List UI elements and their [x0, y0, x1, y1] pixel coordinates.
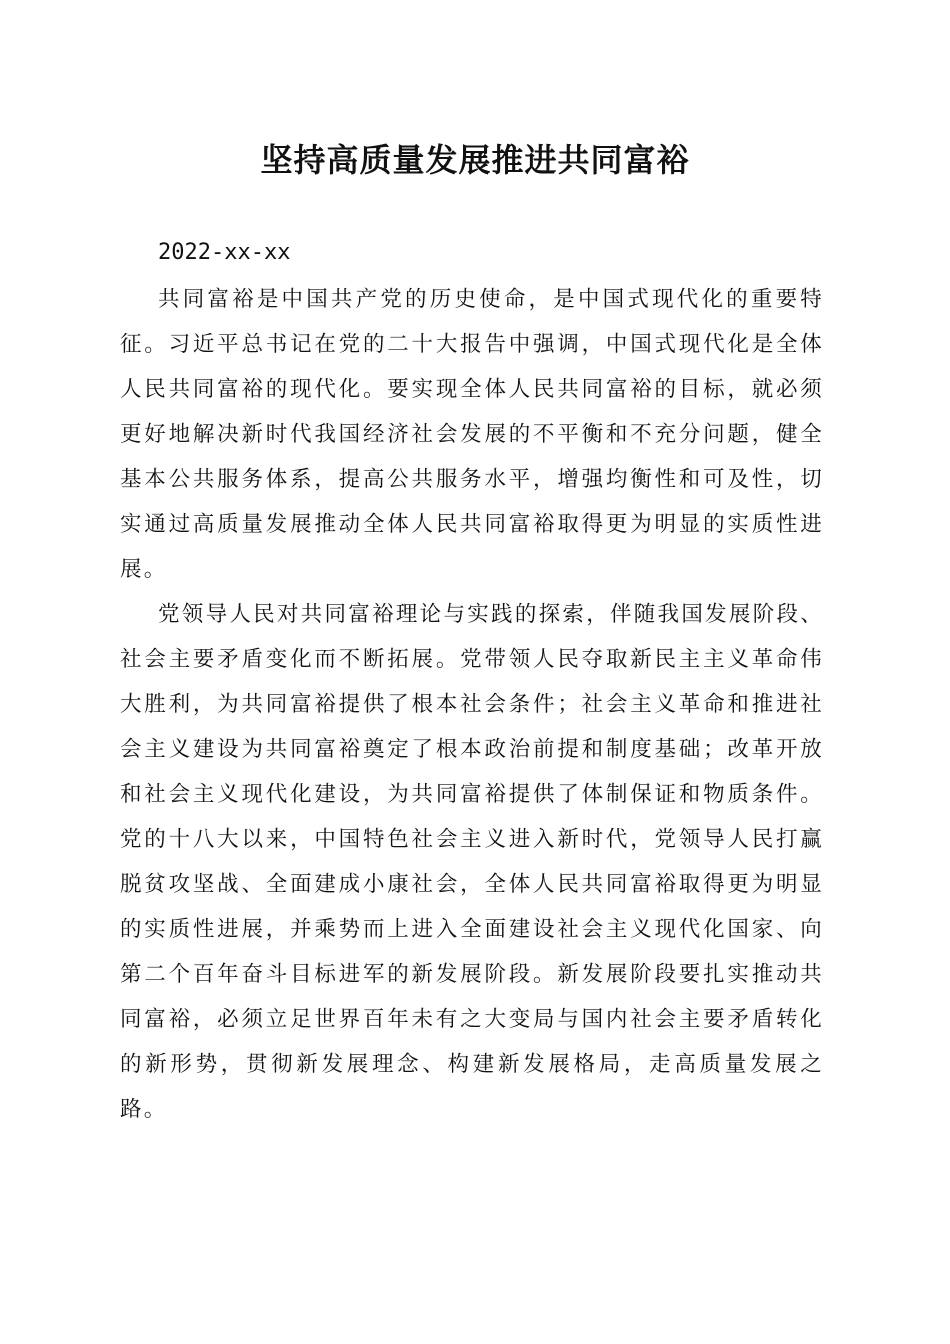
- paragraph-1: 共同富裕是中国共产党的历史使命，是中国式现代化的重要特征。习近平总书记在党的二十大报告中强调，中国式现代化是全体人民共同富裕的现代化。要实现全体人民共同富裕的目标，就必须更好地解决新时代我国经济社会发展的不平衡和不充分问题，健全基本公共服务体系，提高公共服务水平，增强均衡性和可及性，切实通过高质量发展推动全体人民共同富裕取得更为明显的实质性进展。: [120, 287, 824, 582]
- paragraph-2: 党领导人民对共同富裕理论与实践的探索，伴随我国发展阶段、社会主要矛盾变化而不断拓展。党带领人民夺取新民主主义革命伟大胜利，为共同富裕提供了根本社会条件；社会主义革命和推进社会主义建设为共同富裕奠定了根本政治前提和制度基础；改革开放和社会主义现代化建设，为共同富裕提供了体制保证和物质条件。党的十八大以来，中国特色社会主义进入新时代，党领导人民打赢脱贫攻坚战、全面建成小康社会，全体人民共同富裕取得更为明显的实质性进展，并乘势而上进入全面建设社会主义现代化国家、向第二个百年奋斗目标进军的新发展阶段。新发展阶段要扎实推动共同富裕，必须立足世界百年未有之大变局与国内社会主要矛盾转化的新形势，贯彻新发展理念、构建新发展格局，走高质量发展之路。: [120, 602, 824, 1122]
- document-date: 2022-xx-xx: [158, 240, 291, 265]
- document-title: 坚持高质量发展推进共同富裕: [260, 141, 690, 179]
- document-body: [120, 229, 824, 1132]
